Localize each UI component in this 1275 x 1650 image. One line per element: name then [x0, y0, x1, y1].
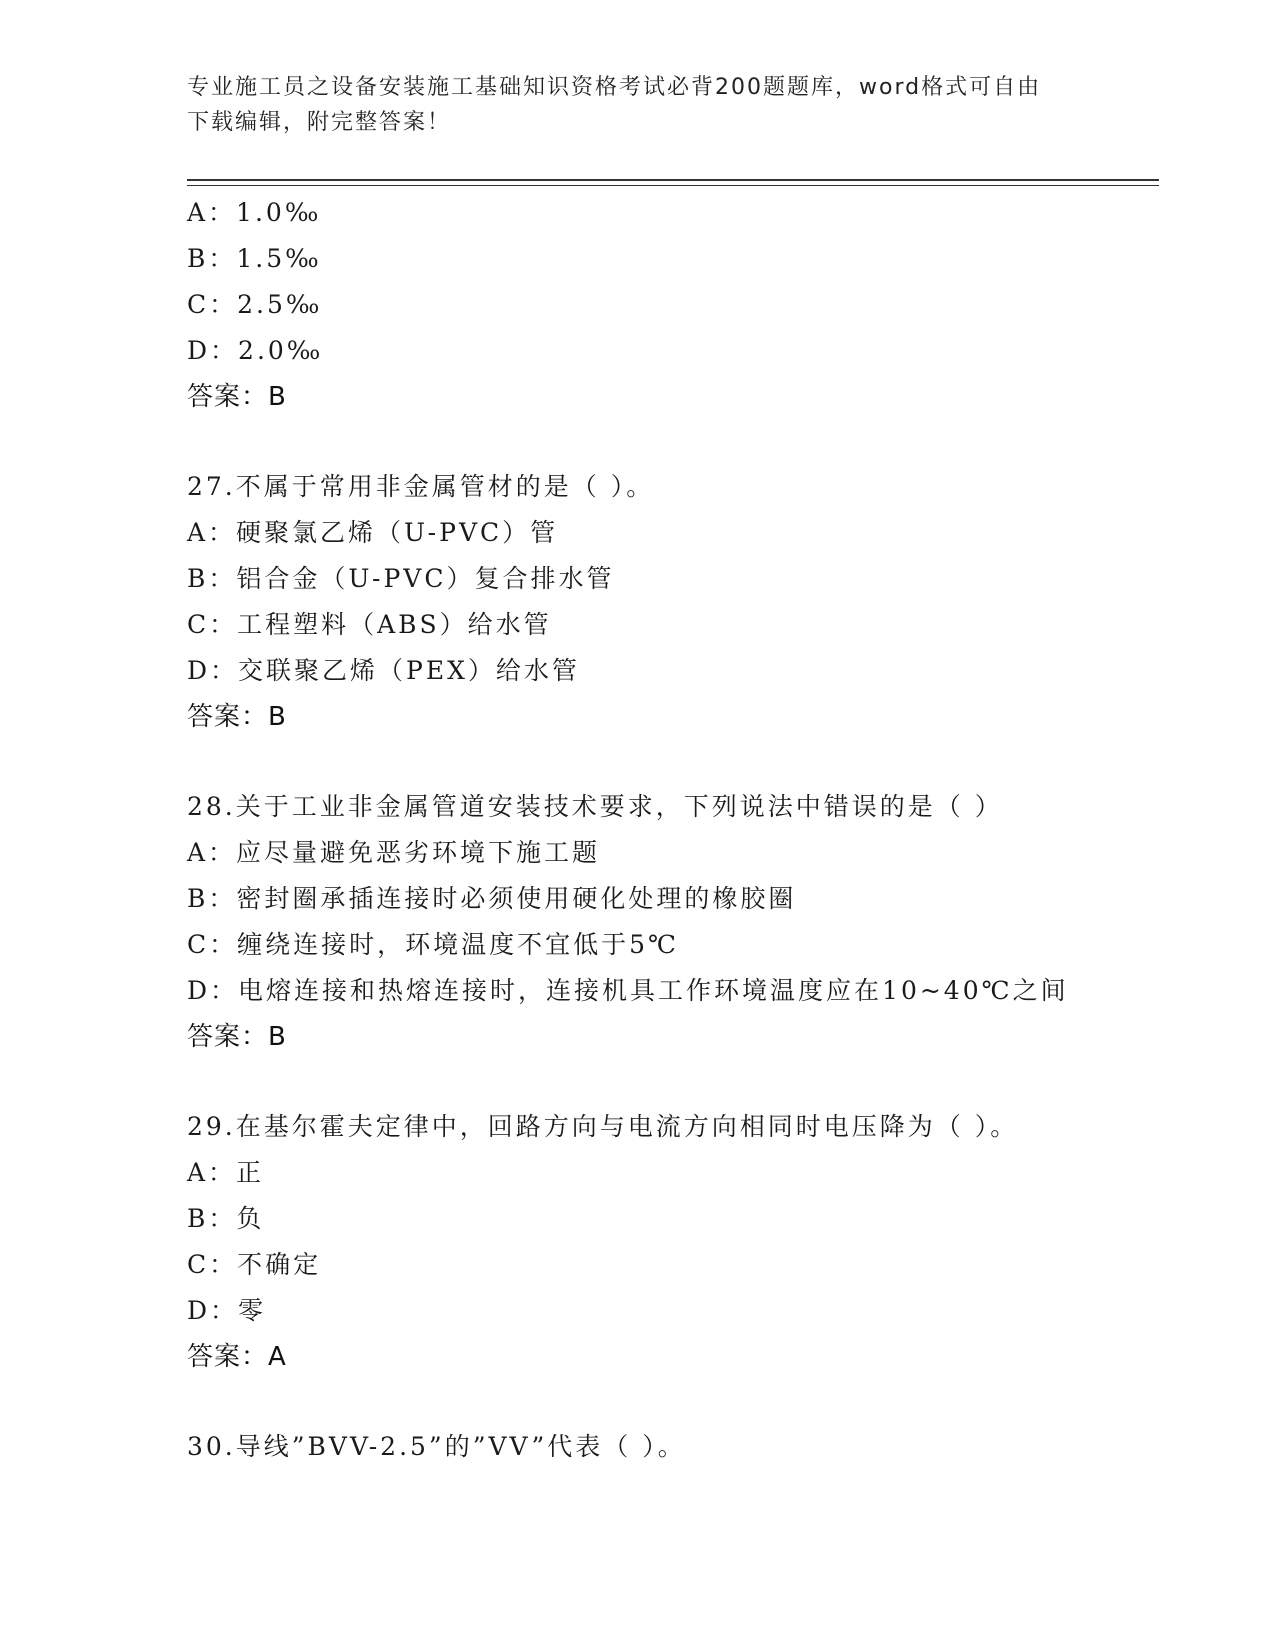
answer: 答案：B	[187, 382, 287, 412]
answer: 答案：B	[187, 702, 287, 732]
question-30	[187, 1424, 1147, 1470]
option-c: C：2.5‰	[187, 290, 323, 319]
option-a: A：应尽量避免恶劣环境下施工题	[187, 838, 601, 867]
answer: 答案：B	[187, 1022, 287, 1052]
option-a: A：硬聚氯乙烯（U-PVC）管	[187, 518, 559, 547]
option-d: D：电熔连接和热熔连接时，连接机具工作环境温度应在10~40℃之间	[187, 976, 1069, 1005]
option-d: D：交联聚乙烯（PEX）给水管	[187, 656, 580, 685]
option-b: B：铝合金（U-PVC）复合排水管	[187, 564, 615, 593]
question-stem: 28.关于工业非金属管道安装技术要求，下列说法中错误的是（ ）	[187, 792, 1003, 821]
option-d: D：零	[187, 1296, 267, 1325]
option-c: C：不确定	[187, 1250, 322, 1279]
header-title-line-1: 专业施工员之设备安装施工基础知识资格考试必背200题题库，word格式可自由	[187, 75, 1042, 100]
option-b: B：密封圈承插连接时必须使用硬化处理的橡胶圈	[187, 884, 797, 913]
question-26-continued	[187, 190, 1147, 420]
answer: 答案：A	[187, 1342, 287, 1372]
question-28	[187, 784, 1147, 1060]
option-a: A：正	[187, 1158, 265, 1187]
question-27	[187, 464, 1147, 740]
question-stem: 27.不属于常用非金属管材的是（ ）。	[187, 472, 655, 501]
header-title-line-2: 下载编辑，附完整答案！	[187, 110, 452, 135]
question-stem: 29.在基尔霍夫定律中，回路方向与电流方向相同时电压降为（ ）。	[187, 1112, 1019, 1141]
document-header	[187, 70, 1067, 140]
option-c: C：工程塑料（ABS）给水管	[187, 610, 552, 639]
header-rule-thin	[187, 185, 1159, 186]
question-29	[187, 1104, 1147, 1380]
question-stem: 30.导线”BVV-2.5”的”VV”代表（ ）。	[187, 1432, 686, 1461]
header-rule-thick	[187, 179, 1159, 181]
option-a: A：1.0‰	[187, 198, 322, 227]
option-b: B：负	[187, 1204, 265, 1233]
option-c: C：缠绕连接时，环境温度不宜低于5℃	[187, 930, 680, 959]
question-list	[187, 190, 1147, 1470]
option-d: D：2.0‰	[187, 336, 324, 365]
option-b: B：1.5‰	[187, 244, 322, 273]
